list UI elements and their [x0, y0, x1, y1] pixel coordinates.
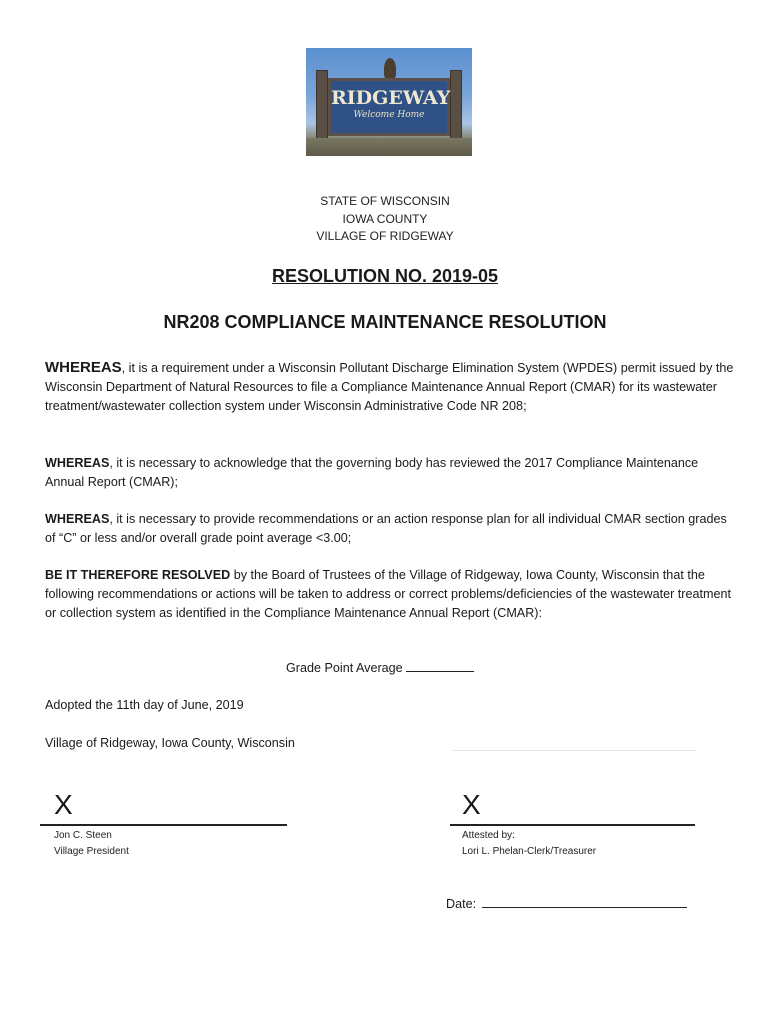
- sign-name: RIDGEWAY: [331, 87, 451, 109]
- signature-line-left[interactable]: [40, 824, 287, 826]
- bird-statue-icon: [384, 58, 396, 80]
- sign-post-right: [450, 70, 462, 142]
- paragraph-text: by the Board of Trustees of the Village of Ridgeway, Iowa County, Wisconsin that the following recommendations or actions will be taken to address or correct problems/deficiencies of the wastewater treatment or collection system as identified in the Compliance Maintenance Annual Report (CMAR):: [45, 568, 731, 620]
- sign-post-left: [316, 70, 328, 142]
- signatory-right: [462, 828, 596, 860]
- adopted-date: Adopted the 11th day of June, 2019: [45, 698, 244, 712]
- paragraph-lead: WHEREAS: [45, 512, 110, 526]
- paragraph-text: , it is a requirement under a Wisconsin Pollutant Discharge Elimination System (WPDES) permit issued by the Wisconsin Department of Natural Resources to file a Compliance Maintenance Annual Report (CMAR) for its wastewater treatment/wastewater collection system under Wisconsin Administrative Code NR 208;: [45, 361, 734, 413]
- paragraph-text: , it is necessary to provide recommendations or an action response plan for all individual CMAR section grades of “C” or less and/or overall grade point average <3.00;: [45, 512, 727, 545]
- paragraph-lead: WHEREAS: [45, 456, 110, 470]
- ground: [306, 138, 472, 156]
- gpa-blank-field[interactable]: [406, 659, 474, 672]
- signatory-left-name: Jon C. Steen: [54, 830, 112, 841]
- county-line: IOWA COUNTY: [342, 211, 428, 226]
- signatory-right-name: Attested by:: [462, 830, 515, 841]
- village-line: VILLAGE OF RIDGEWAY: [316, 229, 454, 243]
- welcome-sign: [328, 78, 450, 136]
- paragraph-text: , it is necessary to acknowledge that the governing body has reviewed the 2017 Compliance Maintenance Annual Report (CMAR);: [45, 456, 699, 489]
- signatory-left: [54, 828, 129, 860]
- village-line-signature: Village of Ridgeway, Iowa County, Wisconsin: [45, 736, 295, 750]
- grade-point-average: [286, 659, 474, 678]
- signatory-left-title: Village President: [54, 846, 129, 857]
- resolved-paragraph: [45, 566, 735, 623]
- signature-mark-right: X: [462, 789, 481, 820]
- paragraph-lead: BE IT THEREFORE RESOLVED: [45, 568, 231, 582]
- jurisdiction-header: [0, 193, 770, 246]
- whereas-paragraph-2: [45, 454, 735, 492]
- signatory-right-title: Lori L. Phelan-Clerk/Treasurer: [462, 846, 597, 857]
- signature-line-right[interactable]: [450, 824, 695, 826]
- faint-divider: [452, 750, 696, 751]
- sign-subtext: Welcome Home: [353, 110, 425, 120]
- whereas-paragraph-3: [45, 510, 735, 548]
- signature-mark-left: X: [54, 789, 73, 820]
- date-label: Date:: [446, 897, 477, 911]
- state-line: STATE OF WISCONSIN: [320, 194, 450, 208]
- whereas-paragraph-1: [45, 358, 735, 416]
- resolution-number: RESOLUTION NO. 2019-05: [271, 266, 499, 286]
- date-blank-field[interactable]: [482, 895, 687, 908]
- ridgeway-sign-photo: [306, 48, 472, 156]
- gpa-label: Grade Point Average: [286, 661, 403, 675]
- resolution-title: NR208 COMPLIANCE MAINTENANCE RESOLUTION: [163, 312, 607, 332]
- paragraph-lead: WHEREAS: [45, 359, 122, 376]
- date-field: [446, 895, 687, 914]
